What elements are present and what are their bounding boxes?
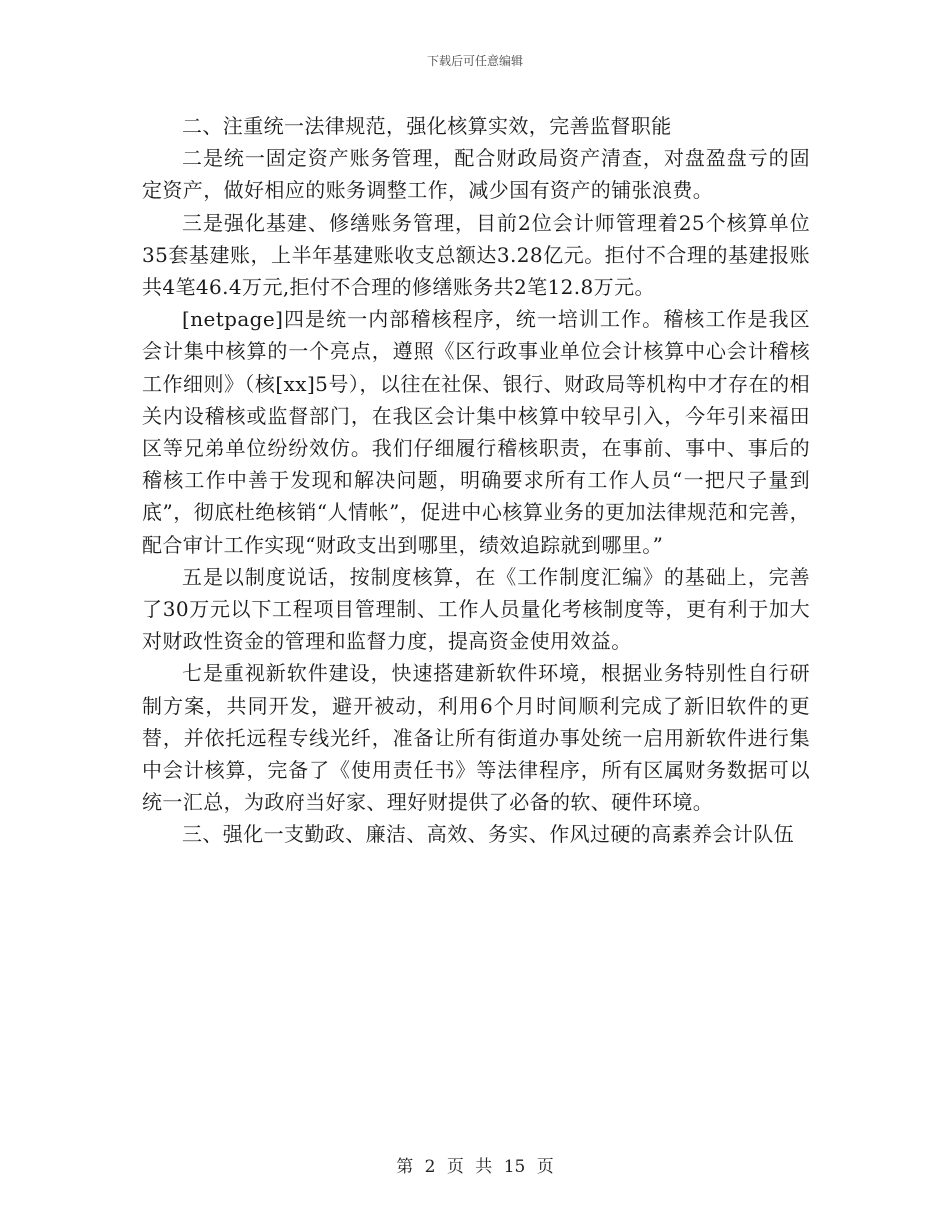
section-heading-3: 三、强化一支勤政、廉洁、高效、务实、作风过硬的高素养会计队伍 [182, 822, 794, 847]
paragraph-construction: 三是强化基建、修缮账务管理，目前2位会计师管理着25个核算单位35套基建账，上半年基建账收支总额达3.28亿元。拒付不合理的基建报账共4笔46.4万元,拒付不合理的修缮账务共2笔12.8万元。 [142, 210, 810, 300]
page-footer: 第 2 页 共 15 页 [396, 1157, 554, 1177]
section-heading-2: 二、注重统一法律规范，强化核算实效，完善监督职能 [182, 114, 672, 138]
document-body [142, 110, 810, 851]
page-header: 下载后可任意编辑 [426, 54, 523, 68]
paragraph-audit: [netpage]四是统一内部稽核程序，统一培训工作。稽核工作是我区会计集中核算的一个亮点，遵照《区行政事业单位会计核算中心会计稽核工作细则》（核[xx]5号），以往在社保、银行、财政局等机构中才存在的相关内设稽核或监督部门，在我区会计集中核算中较早引入，今年引来福田区等兄弟单位纷纷效仿。我们仔细履行稽核职责，在事前、事中、事后的稽核工作中善于发现和解决问题，明确要求所有工作人员“一把尺子量到底”，彻底杜绝核销“人情帐”，促进中心核算业务的更加法律规范和完善，配合审计工作实现“财政支出到哪里，绩效追踪就到哪里。” [142, 307, 810, 557]
paragraph-software: 七是重视新软件建设，快速搭建新软件环境，根据业务特别性自行研制方案，共同开发，避开被动，利用6个月时间顺利完成了新旧软件的更替，并依托远程专线光纤，准备让所有街道办事处统一启用新软件进行集中会计核算，完备了《使用责任书》等法律程序，所有区属财务数据可以统一汇总，为政府当好家、理好财提供了必备的软、硬件环境。 [142, 661, 810, 815]
paragraph-fixed-assets: 二是统一固定资产账务管理，配合财政局资产清查，对盘盈盘亏的固定资产，做好相应的账务调整工作，减少国有资产的铺张浪费。 [142, 146, 810, 203]
paragraph-regulations: 五是以制度说话，按制度核算，在《工作制度汇编》的基础上，完善了30万元以下工程项目管理制、工作人员量化考核制度等，更有利于加大对财政性资金的管理和监督力度，提高资金使用效益。 [142, 564, 810, 654]
